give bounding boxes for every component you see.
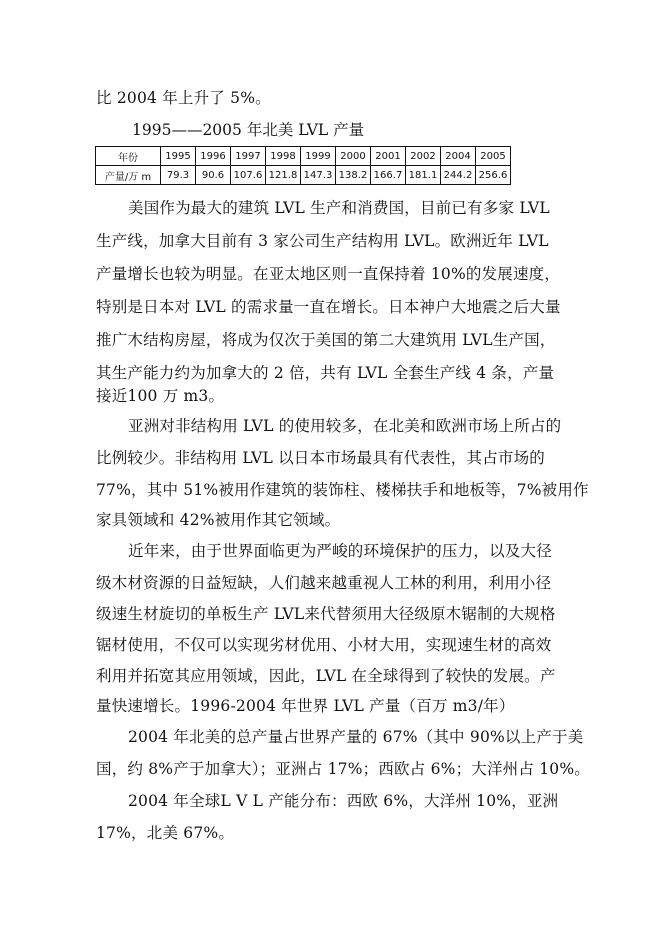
text-line: 17%，北美 67%。	[96, 824, 235, 842]
text-line: 产量增长也较为明显。在亚太地区则一直保持着 10%的发展速度，	[96, 265, 561, 283]
text-line: 2004 年北美的总产量占世界产量的 67%（其中 90%以上产于美	[128, 728, 584, 746]
year-cell: 1999	[301, 147, 336, 166]
year-cell: 2002	[406, 147, 441, 166]
production-cell: 107.6	[231, 166, 266, 185]
text-line: 家具领域和 42%被用作其它领域。	[96, 511, 341, 529]
row-header-production: 产量/万 m	[96, 166, 161, 185]
row-header-year: 年份	[96, 147, 161, 166]
year-cell: 2005	[476, 147, 511, 166]
year-cell: 1996	[196, 147, 231, 166]
year-cell: 2000	[336, 147, 371, 166]
text-line: 2004 年全球L V L 产能分布：西欧 6%，大洋州 10%，亚洲	[128, 792, 559, 810]
production-cell: 121.8	[266, 166, 301, 185]
table-caption: 1995——2005 年北美 LVL 产量	[132, 121, 365, 139]
table-row-production	[96, 166, 511, 185]
text-line: 量快速增长。1996-2004 年世界 LVL 产量（百万 m3/年）	[96, 697, 515, 715]
text-line: 77%，其中 51%被用作建筑的装饰柱、楼梯扶手和地板等，7%被用作	[96, 481, 589, 499]
production-table	[95, 146, 511, 185]
text-line: 级速生材旋切的单板生产 LVL来代替须用大径级原木锯制的大规格	[96, 605, 556, 623]
production-cell: 147.3	[301, 166, 336, 185]
text-line-intro: 比 2004 年上升了 5%。	[96, 89, 271, 107]
text-line: 接近100 万 m3。	[96, 387, 225, 405]
text-line: 推广木结构房屋，将成为仅次于美国的第二大建筑用 LVL生产国，	[96, 331, 556, 349]
production-cell: 181.1	[406, 166, 441, 185]
production-cell: 138.2	[336, 166, 371, 185]
text-line: 级木材资源的日益短缺，人们越来越重视人工林的利用，利用小径	[96, 574, 552, 592]
text-line: 近年来，由于世界面临更为严峻的环境保护的压力，以及大径	[128, 542, 552, 560]
text-line: 特别是日本对 LVL 的需求量一直在增长。日本神户大地震之后大量	[96, 298, 561, 316]
production-cell: 90.6	[196, 166, 231, 185]
text-line: 比例较少。非结构用 LVL 以日本市场最具有代表性，其占市场的	[96, 449, 545, 467]
text-line: 生产线，加拿大目前有 3 家公司生产结构用 LVL。欧洲近年 LVL	[96, 232, 549, 250]
production-cell: 256.6	[476, 166, 511, 185]
text-line: 美国作为最大的建筑 LVL 生产和消费国，目前已有多家 LVL	[128, 199, 550, 217]
text-line: 国，约 8%产于加拿大）；亚洲占 17%；西欧占 6%；大洋州占 10%。	[96, 760, 590, 778]
production-cell: 79.3	[161, 166, 196, 185]
text-line: 其生产能力约为加拿大的 2 倍，共有 LVL 全套生产线 4 条，产量	[96, 364, 555, 382]
year-cell: 1995	[161, 147, 196, 166]
text-line: 亚洲对非结构用 LVL 的使用较多，在北美和欧洲市场上所占的	[128, 417, 562, 435]
year-cell: 1997	[231, 147, 266, 166]
year-cell: 1998	[266, 147, 301, 166]
text-line: 锯材使用，不仅可以实现劣材优用、小材大用，实现速生材的高效	[96, 636, 552, 654]
production-cell: 166.7	[371, 166, 406, 185]
year-cell: 2001	[371, 147, 406, 166]
year-cell: 2004	[441, 147, 476, 166]
production-cell: 244.2	[441, 166, 476, 185]
text-line: 利用并拓宽其应用领域，因此，LVL 在全球得到了较快的发展。产	[96, 667, 556, 685]
table-row-years	[96, 147, 511, 166]
